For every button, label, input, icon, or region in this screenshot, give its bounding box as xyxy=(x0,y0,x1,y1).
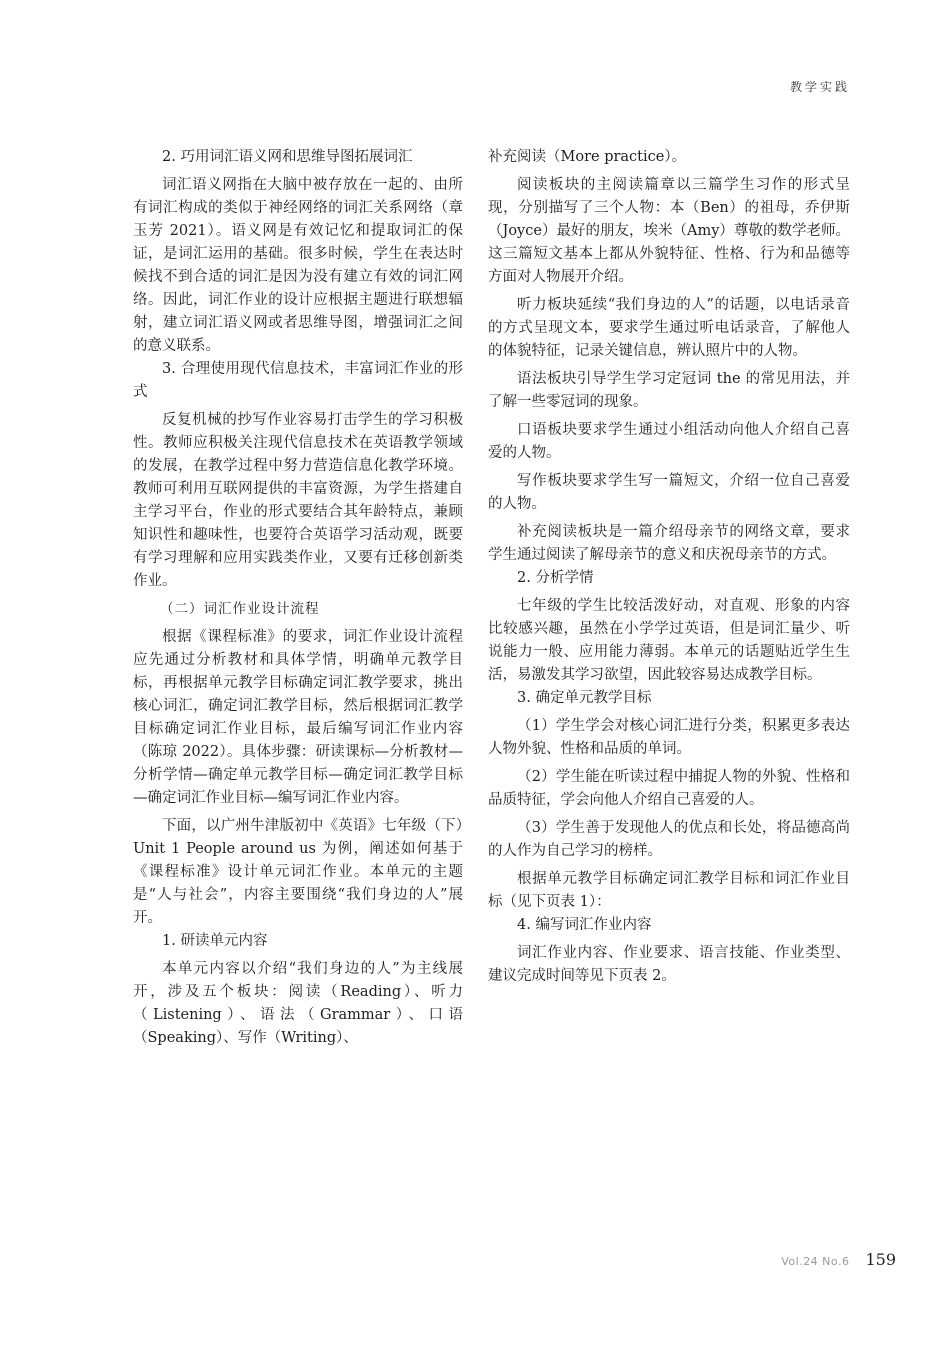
section-heading: 4. 编写词汇作业内容 xyxy=(517,917,652,933)
paragraph: 词汇语义网指在大脑中被存放在一起的、由所有词汇构成的类似于神经网络的词汇关系网络（章玉芳 2021）。语义网是有效记忆和提取词汇的保证，是词汇运用的基础。很多时候，学生在表达时候找不到合适的词汇是因为没有建立有效的词汇网络。因此，词汇作业的设计应根据主题进行联想辐射，建立词汇语义网或者思维导图，增强词汇之间的意义联系。 xyxy=(133,177,463,354)
right-column xyxy=(488,146,850,988)
subsection-heading: （二）词汇作业设计流程 xyxy=(160,601,320,617)
paragraph: 语法板块引导学生学习定冠词 the 的常见用法，并了解一些零冠词的现象。 xyxy=(488,371,850,410)
paragraph-continuation: 补充阅读（More practice）。 xyxy=(488,149,687,165)
paragraph: （1）学生学会对核心词汇进行分类，积累更多表达人物外貌、性格和品质的单词。 xyxy=(488,718,850,757)
paragraph: 听力板块延续“我们身边的人”的话题，以电话录音的方式呈现文本，要求学生通过听电话录音，了解他人的体貌特征，记录关键信息，辨认照片中的人物。 xyxy=(488,297,850,359)
paragraph: 根据单元教学目标确定词汇教学目标和词汇作业目标（见下页表 1）： xyxy=(488,871,850,910)
section-heading: 3. 合理使用现代信息技术，丰富词汇作业的形式 xyxy=(133,361,463,400)
paragraph: 补充阅读板块是一篇介绍母亲节的网络文章，要求学生通过阅读了解母亲节的意义和庆祝母亲节的方式。 xyxy=(488,524,850,563)
section-heading: 1. 研读单元内容 xyxy=(162,933,268,949)
section-heading: 2. 巧用词汇语义网和思维导图拓展词汇 xyxy=(162,149,413,165)
paragraph: 词汇作业内容、作业要求、语言技能、作业类型、建议完成时间等见下页表 2。 xyxy=(488,945,850,984)
running-header: 教学实践 xyxy=(789,80,850,94)
section-heading: 2. 分析学情 xyxy=(517,570,594,586)
paragraph: 根据《课程标准》的要求，词汇作业设计流程应先通过分析教材和具体学情，明确单元教学目标，再根据单元教学目标确定词汇教学要求，挑出核心词汇，确定词汇教学目标，然后根据词汇教学目标确定词汇作业目标，最后编写词汇作业内容（陈琼 2022）。具体步骤：研读课标—分析教材—分析学情—确定单元教学目标—确定词汇教学目标—确定词汇作业目标—编写词汇作业内容。 xyxy=(133,629,463,806)
paragraph: 写作板块要求学生写一篇短文，介绍一位自己喜爱的人物。 xyxy=(488,473,850,512)
volume-label: Vol.24 No.6 xyxy=(781,1255,850,1268)
paragraph: 阅读板块的主阅读篇章以三篇学生习作的形式呈现，分别描写了三个人物：本（Ben）的祖母，乔伊斯（Joyce）最好的朋友，埃米（Amy）尊敬的数学老师。这三篇短文基本上都从外貌特征、性格、行为和品德等方面对人物展开介绍。 xyxy=(488,177,850,285)
paragraph: 反复机械的抄写作业容易打击学生的学习积极性。教师应积极关注现代信息技术在英语教学领域的发展，在教学过程中努力营造信息化教学环境。教师可利用互联网提供的丰富资源，为学生搭建自主学习平台，作业的形式要结合其年龄特点，兼顾知识性和趣味性，也要符合英语学习活动观，既要有学习理解和应用实践类作业，又要有迁移创新类作业。 xyxy=(133,412,463,589)
page-footer xyxy=(781,1250,896,1269)
section-heading: 3. 确定单元教学目标 xyxy=(517,690,652,706)
paragraph: 七年级的学生比较活泼好动，对直观、形象的内容比较感兴趣，虽然在小学学过英语，但是词汇量少、听说能力一般、应用能力薄弱。本单元的话题贴近学生生活，易激发其学习欲望，因此较容易达成教学目标。 xyxy=(488,598,850,683)
paragraph: 口语板块要求学生通过小组活动向他人介绍自己喜爱的人物。 xyxy=(488,422,850,461)
left-column xyxy=(133,146,463,1050)
paragraph: （2）学生能在听读过程中捕捉人物的外貌、性格和品质特征，学会向他人介绍自己喜爱的人。 xyxy=(488,769,850,808)
paragraph: （3）学生善于发现他人的优点和长处，将品德高尚的人作为自己学习的榜样。 xyxy=(488,820,850,859)
paragraph: 下面，以广州牛津版初中《英语》七年级（下）Unit 1 People around us 为例，阐述如何基于《课程标准》设计单元词汇作业。本单元的主题是“人与社会”，内容主要围绕“我们身边的人”展开。 xyxy=(133,818,463,926)
page-number: 159 xyxy=(865,1250,896,1269)
paragraph: 本单元内容以介绍“我们身边的人”为主线展开，涉及五个板块：阅读（Reading）、听力（Listening）、语法（Grammar）、口语（Speaking）、写作（Writing）、 xyxy=(133,961,463,1046)
